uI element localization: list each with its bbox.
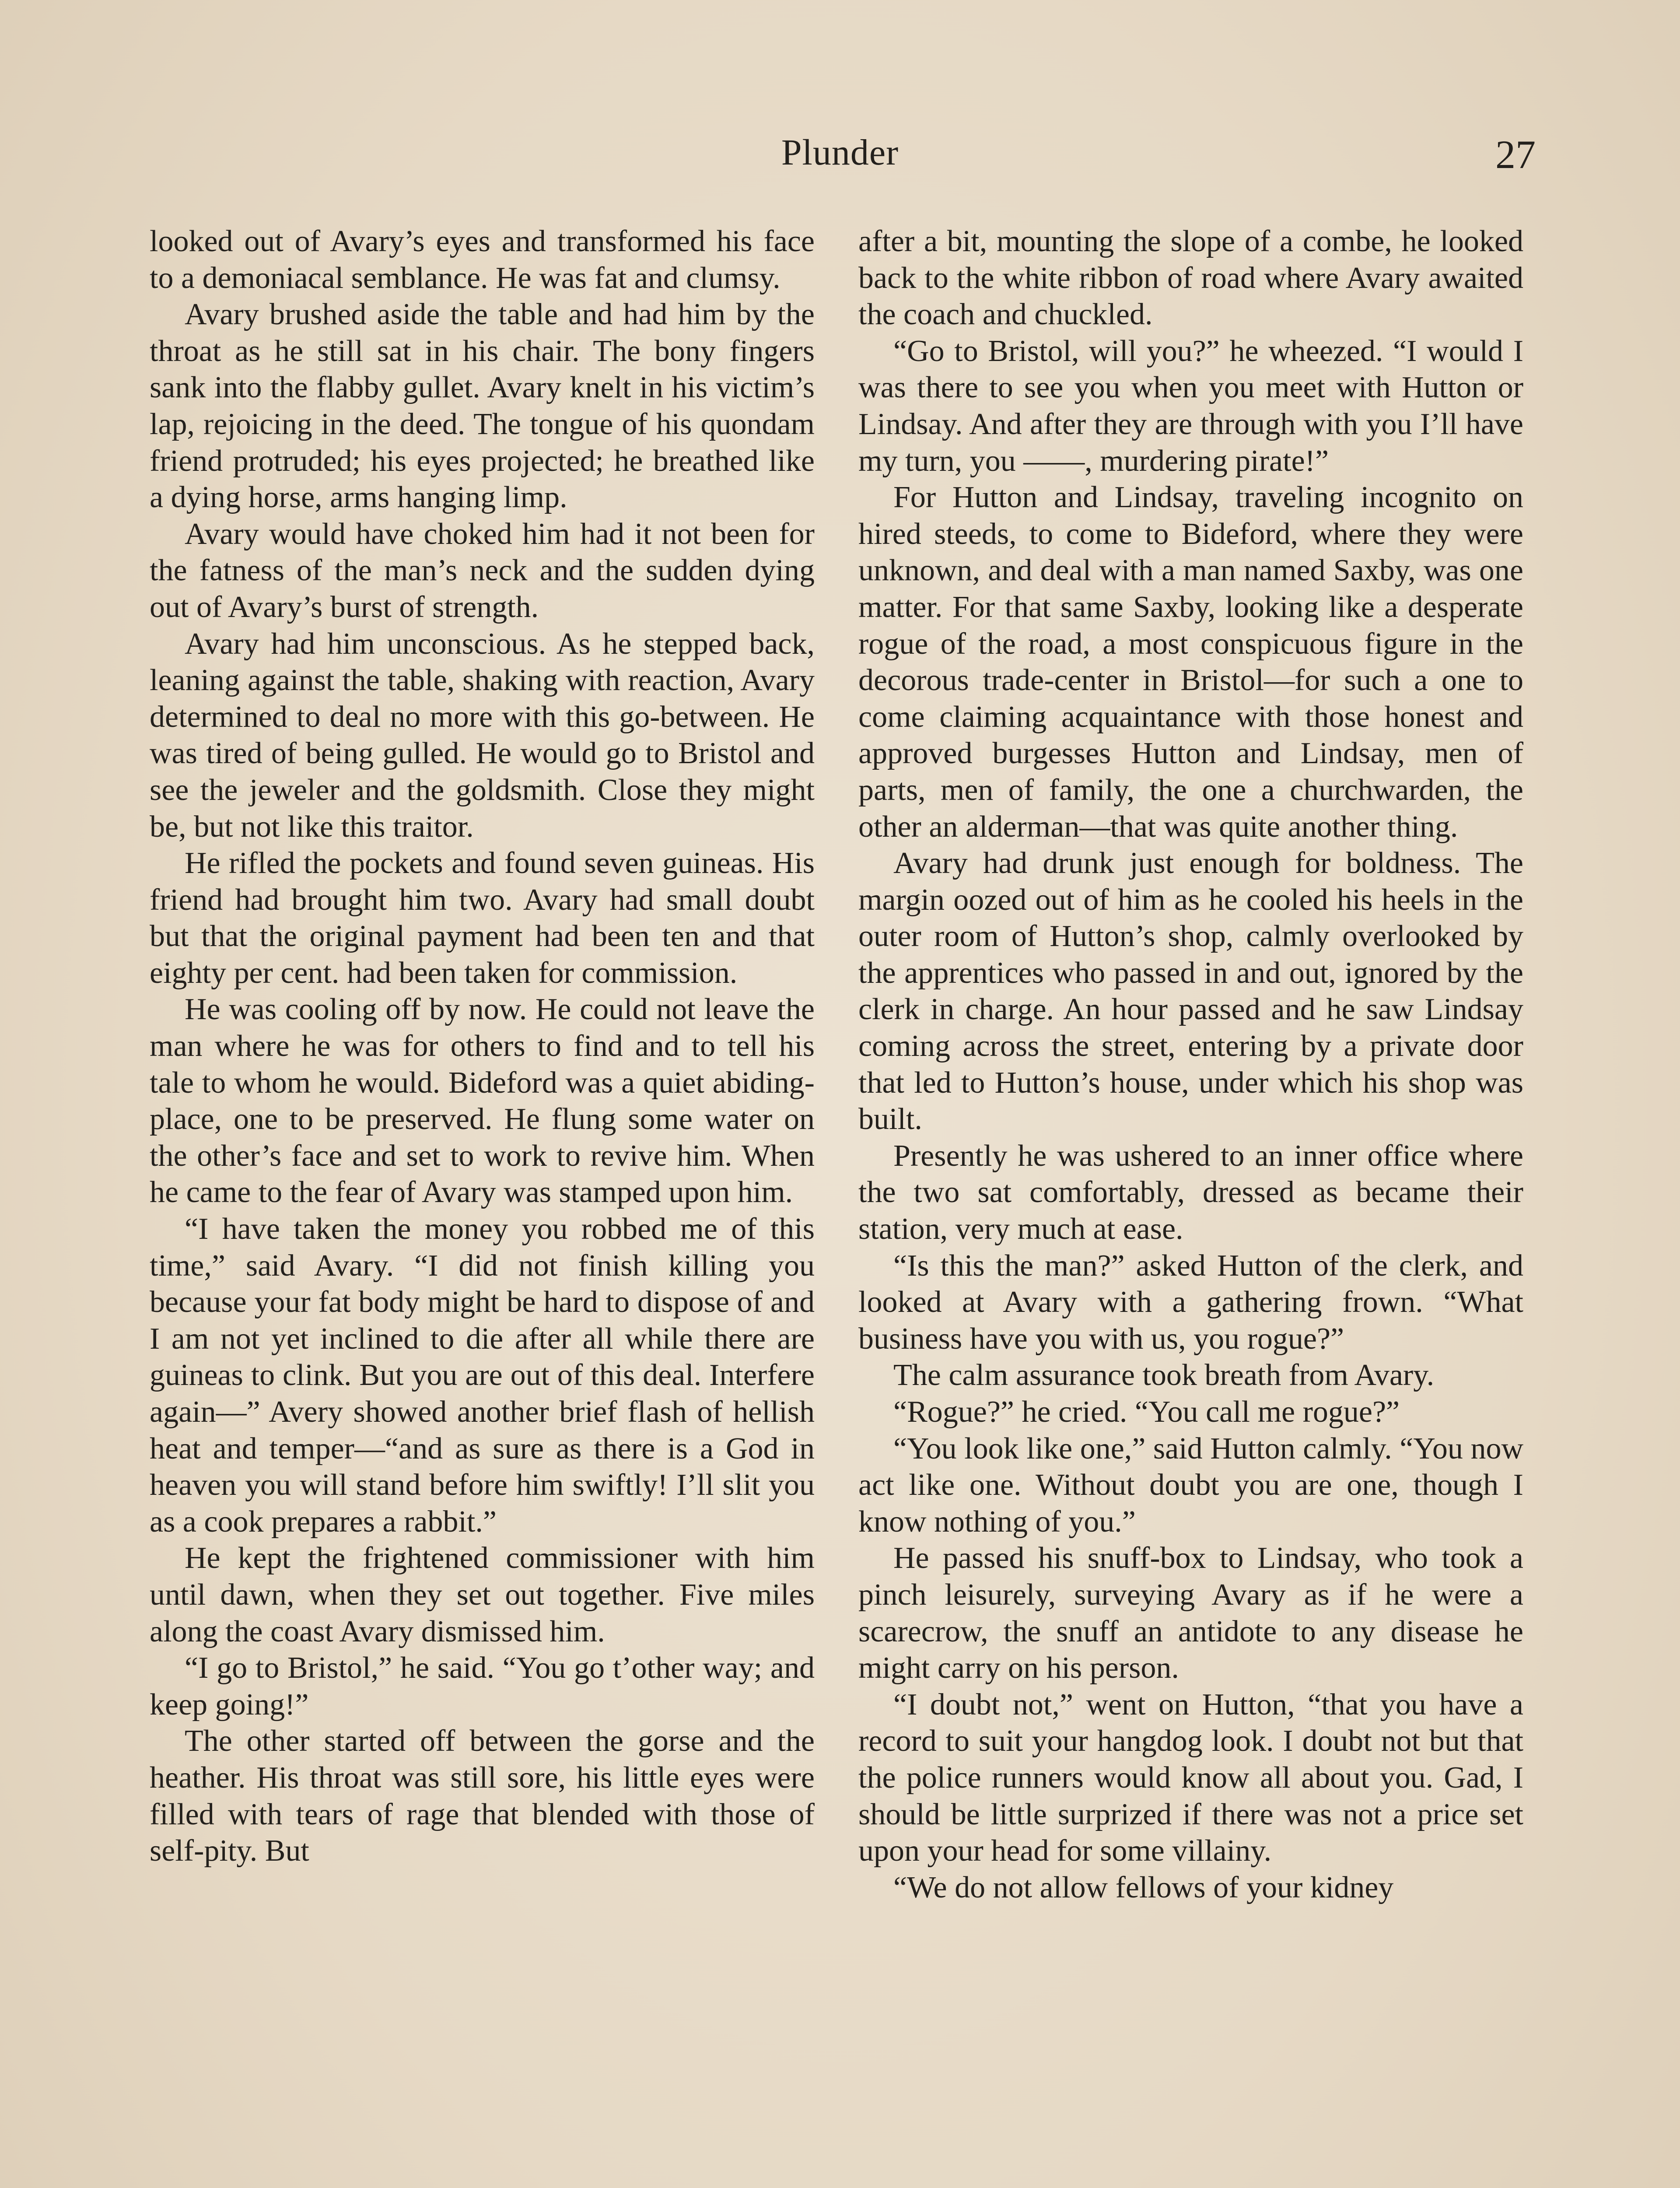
paragraph: Avary would have choked him had it not been for the fatness of the man’s neck and the sudden dying out of Avary’s burst of strength.: [150, 517, 815, 624]
paragraph: He kept the frightened commissioner with him until dawn, when they set out together. Five miles along the coast Avary dismissed him.: [150, 1541, 815, 1648]
page-number: 27: [1495, 132, 1536, 177]
paragraph: “Is this the man?” asked Hutton of the clerk, and looked at Avary with a gathering frown. “What business have you with us, you rogue?”: [858, 1248, 1523, 1356]
paragraph: “We do not allow fellows of your kidney: [893, 1870, 1394, 1904]
paragraph: “I doubt not,” went on Hutton, “that you have a record to suit your hangdog look. I doubt not but that the police runners would know all about you. Gad, I should be little surprized if there was not a price set upon your head for some villainy.: [858, 1687, 1523, 1868]
paragraph: Avary had him unconscious. As he stepped back, leaning against the table, shaking with reaction, Avary determined to deal no more with this go-between. He was tired of being gulled. He would go to Bristol and see the jeweler and the goldsmith. Close they might be, but not like this traitor.: [150, 627, 815, 844]
paragraph: The other started off between the gorse and the heather. His throat was still sore, his little eyes were filled with tears of rage that blended with those of self-pity. But: [150, 1724, 815, 1868]
paragraph: “I have taken the money you robbed me of this time,” said Avary. “I did not finish killing you because your fat body might be hard to dispose of and I am not yet inclined to die after all while there are guineas to clink. But you are out of this deal. Interfere again—” Avery showed another brief flash of hellish heat and temper—“and as sure as there is a God in heaven you will stand before him swiftly! I’ll slit you as a cook prepares a rabbit.”: [150, 1212, 815, 1539]
paragraph: The calm assurance took breath from Avary.: [893, 1358, 1435, 1392]
left-column: [150, 223, 815, 1869]
paragraph: Avary brushed aside the table and had him by the throat as he still sat in his chair. The bony fingers sank into the flabby gullet. Avary knelt in his victim’s lap, rejoicing in the deed. The tongue of his quondam friend protruded; his eyes projected; he breathed like a dying horse, arms hanging limp.: [150, 298, 815, 515]
paragraph: looked out of Avary’s eyes and transformed his face to a demoniacal semblance. He was fat and clumsy.: [150, 224, 815, 295]
paragraph: He passed his snuff-box to Lindsay, who took a pinch leisurely, surveying Avary as if he were a scarecrow, the snuff an antidote to any disease he might carry on his person.: [858, 1541, 1523, 1685]
right-column: [858, 223, 1523, 1906]
paragraph: “I go to Bristol,” he said. “You go t’other way; and keep going!”: [150, 1651, 815, 1722]
paragraph: He rifled the pockets and found seven guineas. His friend had brought him two. Avary had small doubt but that the original payment had been ten and that eighty per cent. had been taken for commission.: [150, 846, 815, 990]
paragraph: “You look like one,” said Hutton calmly. “You now act like one. Without doubt you are one, though I know nothing of you.”: [858, 1431, 1523, 1539]
paragraph: Presently he was ushered to an inner office where the two sat comfortably, dressed as became their station, very much at ease.: [858, 1139, 1523, 1246]
paragraph: Avary had drunk just enough for boldness. The margin oozed out of him as he cooled his heels in the outer room of Hutton’s shop, calmly overlooked by the apprentices who passed in and out, ignored by the clerk in charge. An hour passed and he saw Lindsay coming across the street, entering by a private door that led to Hutton’s house, under which his shop was built.: [858, 846, 1523, 1136]
paragraph: after a bit, mounting the slope of a combe, he looked back to the white ribbon of road where Avary awaited the coach and chuckled.: [858, 224, 1523, 332]
paragraph: “Go to Bristol, will you?” he wheezed. “I would I was there to see you when you meet with Hutton or Lindsay. And after they are through with you I’ll have my turn, you ——, murdering pirate!”: [858, 334, 1523, 478]
paragraph: For Hutton and Lindsay, traveling incognito on hired steeds, to come to Bideford, where they were unknown, and deal with a man named Saxby, was one matter. For that same Saxby, looking like a desperate rogue of the road, a most conspicuous figure in the decorous trade-center in Bristol—for such a one to come claiming acquaintance with those honest and approved burgesses Hutton and Lindsay, men of parts, men of family, the one a churchwarden, the other an alderman—that was quite another thing.: [858, 480, 1523, 844]
running-head-title: Plunder: [781, 132, 899, 173]
paragraph: He was cooling off by now. He could not leave the man where he was for others to find and to tell his tale to whom he would. Bideford was a quiet abiding-place, one to be preserved. He flung some water on the other’s face and set to work to revive him. When he came to the fear of Avary was stamped upon him.: [150, 992, 815, 1210]
paragraph: “Rogue?” he cried. “You call me rogue?”: [893, 1395, 1400, 1429]
